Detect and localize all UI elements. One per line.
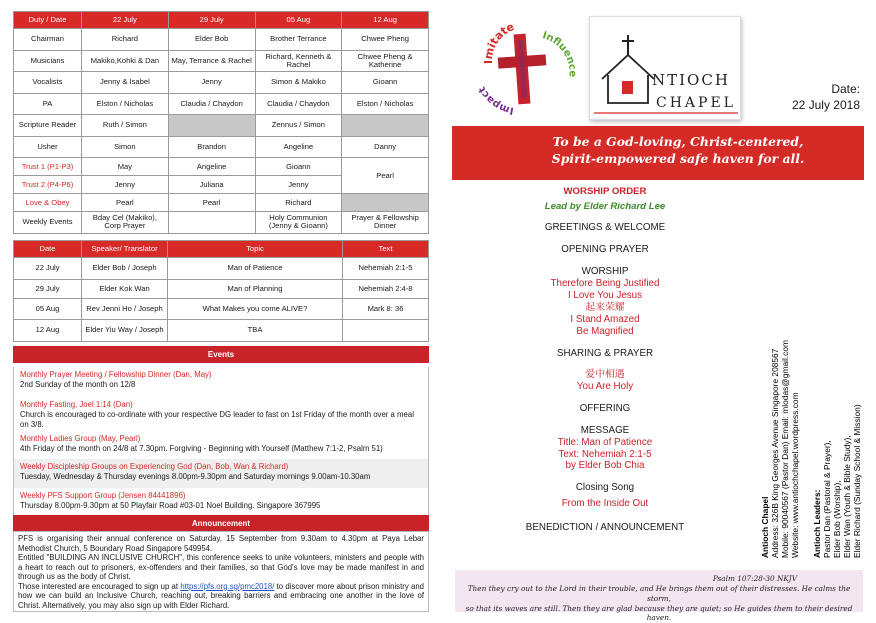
event-title: Monthly Prayer Meeting / Fellowship Dinner (Dan, May) xyxy=(20,370,212,379)
song-title: I Love You Jesus xyxy=(567,290,643,302)
song-title: Be Magnified xyxy=(576,325,634,337)
roster-cell: Juliana xyxy=(168,176,255,194)
schedule-header: Topic xyxy=(168,241,343,258)
roster-cell: Claudia / Chaydon xyxy=(168,93,255,115)
logo-word-right: Influence xyxy=(541,30,578,78)
duty-label: Scripture Reader xyxy=(14,115,82,137)
duty-label: Weekly Events xyxy=(14,212,82,234)
schedule-speaker: Elder Yiu Way / Joseph xyxy=(82,320,168,342)
leader-line: Elder Wan (Youth & Bible Study), xyxy=(842,435,852,558)
schedule-speaker: Rev Jenni Ho / Joseph xyxy=(82,298,168,320)
roster-header: 12 Aug xyxy=(342,12,429,29)
signup-link[interactable]: https://pfs.org.sg/pmc2018/ xyxy=(180,581,275,591)
schedule-text xyxy=(343,320,429,342)
announcement-heading: Announcement xyxy=(13,515,429,532)
antioch-chapel-logo xyxy=(589,16,741,120)
event-body: Church is encouraged to co-ordinate with your respective DG leader to fast on 1st Friday of the month over a meal on 3/8. xyxy=(20,409,414,429)
order-item: MESSAGE xyxy=(580,424,630,436)
announcement-text: Those interested are encouraged to sign up at xyxy=(18,581,181,591)
roster-header: 29 July xyxy=(168,12,255,29)
schedule-date: 29 July xyxy=(14,279,82,298)
roster-cell: Ruth / Simon xyxy=(82,115,169,137)
duty-label: Musicians xyxy=(14,50,82,72)
sermon-schedule-table xyxy=(13,240,429,342)
order-item: GREETINGS & WELCOME xyxy=(544,222,666,234)
table-row xyxy=(14,93,429,115)
date-block xyxy=(760,82,860,113)
schedule-date: 12 Aug xyxy=(14,320,82,342)
roster-cell: Simon & Makiko xyxy=(255,72,342,94)
event-body: 2nd Sunday of the month on 12/8 xyxy=(20,379,136,389)
table-row xyxy=(14,72,429,94)
schedule-date: 22 July xyxy=(14,258,82,280)
roster-cell: Jenny xyxy=(255,176,342,194)
message-text: Text: Nehemiah 2:1-5 xyxy=(558,448,652,460)
roster-cell: Elston / Nicholas xyxy=(342,93,429,115)
roster-header: 22 July xyxy=(82,12,169,29)
roster-cell-empty xyxy=(168,115,255,137)
roster-header: 05 Aug xyxy=(255,12,342,29)
table-row xyxy=(14,194,429,212)
duty-label: Usher xyxy=(14,136,82,158)
church-name: Antioch Chapel xyxy=(760,496,770,558)
order-item: SHARING & PRAYER xyxy=(556,347,654,359)
logo-line1: NTIOCH xyxy=(652,71,730,89)
mission-line: Spirit-empowered safe haven for all. xyxy=(551,151,805,167)
roster-cell: Elder Bob xyxy=(168,29,255,51)
song-title: Therefore Being Justified xyxy=(550,278,660,290)
message-speaker: by Elder Bob Chia xyxy=(565,460,645,472)
worship-order xyxy=(460,180,750,565)
roster-cell: Jenny & Isabel xyxy=(82,72,169,94)
schedule-topic: Man of Patience xyxy=(168,258,343,280)
roster-cell: Holy Communion (Jenny & Gioann) xyxy=(255,212,342,234)
event-item xyxy=(13,459,429,488)
table-row xyxy=(14,212,429,234)
event-title: Monthly Ladies Group (May, Pearl) xyxy=(20,434,141,443)
song-title: 爱中相遇 xyxy=(585,368,625,380)
roster-cell: Zennus / Simon xyxy=(255,115,342,137)
roster-cell: Richard xyxy=(82,29,169,51)
roster-cell: May, Terrance & Rachel xyxy=(168,50,255,72)
date-label: Date: xyxy=(831,82,860,96)
event-item xyxy=(13,488,429,515)
leader-line: Elder Bob (Worship), xyxy=(832,480,842,558)
event-item xyxy=(13,367,429,397)
message-title: Title: Man of Patience xyxy=(557,436,653,448)
chapel-icon xyxy=(590,17,742,121)
schedule-speaker: Elder Kok Wan xyxy=(82,279,168,298)
announcement-body xyxy=(13,531,429,612)
roster-cell: Jenny xyxy=(168,72,255,94)
order-item: WORSHIP xyxy=(581,266,629,278)
church-mobile: Mobile: 90040567 (Pastor Dan) Email: mlodas@gmail.com xyxy=(780,340,790,558)
song-title: You Are Holy xyxy=(576,380,634,392)
order-item: OPENING PRAYER xyxy=(561,244,649,256)
roster-cell: Danny xyxy=(342,136,429,158)
church-address: Address: 326B King Georges Avenue Singapore 208567 xyxy=(770,348,780,558)
roster-cell: Gioann xyxy=(255,158,342,176)
logo-word-left: Impact xyxy=(476,84,515,116)
verse-reference: Psalm 107:28-30 NKJV xyxy=(712,574,797,583)
announcement-paragraph xyxy=(18,582,424,611)
announcement-paragraph: Entitled "BUILDING AN INCLUSIVE CHURCH", this conference seeks to unite volunteers, ministers and people with a heart to reach out to prisoners, ex-offenders and their families, so that God's love may be made manifest in and through us as the body of Christ. xyxy=(18,553,424,581)
schedule-header: Text xyxy=(343,241,429,258)
table-row xyxy=(14,115,429,137)
roster-cell: Pearl xyxy=(82,194,169,212)
roster-cell: Makiko,Kohki & Dan xyxy=(82,50,169,72)
roster-cell: Gioann xyxy=(342,72,429,94)
roster-cell: Jenny xyxy=(82,176,169,194)
schedule-date: 05 Aug xyxy=(14,298,82,320)
roster-cell-empty xyxy=(342,115,429,137)
schedule-header: Speaker/ Translator xyxy=(82,241,168,258)
roster-cell: Chwee Pheng & Katherine xyxy=(342,50,429,72)
schedule-text: Mark 8: 36 xyxy=(343,298,429,320)
schedule-topic: TBA xyxy=(168,320,343,342)
roster-cell xyxy=(168,212,255,234)
verse-line: Then they cry out to the Lord in their trouble, and He brings them out of their distresses. He calms the storm, xyxy=(467,583,851,603)
event-body: 4th Friday of the month on 24/8 at 7.30pm. Forgiving - Beginning with Yourself (Matthew 7:1-2, Psalm 51) xyxy=(20,443,383,453)
event-body: Tuesday, Wednesday & Thursday evenings 8.00pm-9.30pm and Saturday mornings 9.00am-10.30am xyxy=(20,471,371,481)
schedule-speaker: Elder Bob / Joseph xyxy=(82,258,168,280)
roster-cell: Bday Cel (Makiko), Corp Prayer xyxy=(82,212,169,234)
table-row xyxy=(14,320,429,342)
schedule-topic: Man of Planning xyxy=(168,279,343,298)
song-title: I Stand Amazed xyxy=(570,314,640,326)
schedule-topic: What Makes you come ALIVE? xyxy=(168,298,343,320)
table-row xyxy=(14,279,429,298)
duty-label: Chairman xyxy=(14,29,82,51)
roster-cell: Prayer & Fellowship Dinner xyxy=(342,212,429,234)
scripture-verse xyxy=(455,570,863,623)
event-title: Monthly Fasting, Joel 1:14 (Dan) xyxy=(20,400,133,409)
schedule-text: Nehemiah 2:4-8 xyxy=(343,279,429,298)
event-item xyxy=(13,431,429,459)
roster-cell: Pearl xyxy=(168,194,255,212)
table-row xyxy=(14,50,429,72)
roster-cell: Simon xyxy=(82,136,169,158)
schedule-text: Nehemiah 2:1-5 xyxy=(343,258,429,280)
leaders-title: Antioch Leaders: xyxy=(812,489,822,558)
announcement-text: to discover more about prison ministry and how we can build an Inclusive Church, reaching out, breaking barriers and embracing one another in the love of Christ. Alternatively, you may also sign up with Elder Richard. xyxy=(18,581,424,610)
duty-label: Trust 2 (P4-P6) xyxy=(14,176,82,194)
roster-cell: Angeline xyxy=(255,136,342,158)
leader-line: Pastor Dan (Pastoral & Prayer), xyxy=(822,440,832,558)
worship-leader: Lead by Elder Richard Lee xyxy=(544,200,666,212)
duty-label: Vocalists xyxy=(14,72,82,94)
roster-cell: Brandon xyxy=(168,136,255,158)
event-item xyxy=(13,397,429,431)
duty-roster-table xyxy=(13,11,429,234)
roster-cell-empty xyxy=(342,194,429,212)
verse-line: so that its waves are still. Then they are glad because they are quiet; so He guides them to their desired haven. xyxy=(465,603,853,623)
table-row xyxy=(14,258,429,280)
roster-cell: Angeline xyxy=(168,158,255,176)
church-website: Website: www.antiochchapel.wordpress.com xyxy=(790,392,800,558)
worship-order-title: WORSHIP ORDER xyxy=(563,186,647,197)
table-row xyxy=(14,158,429,176)
roster-cell: May xyxy=(82,158,169,176)
roster-cell: Brother Terrance xyxy=(255,29,342,51)
table-row xyxy=(14,298,429,320)
table-row xyxy=(14,29,429,51)
announcement-paragraph: PFS is organising their annual conference on Saturday, 15 September from 9.30am to 4.30pm at Paya Lebar Methodist Church, 5 Boundary Road Singapore 549954. xyxy=(18,534,424,553)
leader-line: Elder Richard (Sunday School & Mission) xyxy=(852,404,862,558)
logo-line2: CHAPEL xyxy=(656,95,736,111)
order-item: BENEDICTION / ANNOUNCEMENT xyxy=(525,522,685,534)
event-title: Weekly Discipleship Groups on Experiencing God (Dan, Bob, Wan & Richard) xyxy=(20,462,289,471)
duty-label: Trust 1 (P1-P3) xyxy=(14,158,82,176)
duty-label: Love & Obey xyxy=(14,194,82,212)
event-title: Weekly PFS Support Group (Jensen 84441896) xyxy=(20,491,186,500)
mission-line: To be a God-loving, Christ-centered, xyxy=(552,134,804,149)
order-item: Closing Song xyxy=(575,482,635,494)
roster-cell: Claudia / Chaydon xyxy=(255,93,342,115)
roster-cell: Richard xyxy=(255,194,342,212)
mission-banner xyxy=(452,126,864,180)
imitate-influence-impact-logo xyxy=(470,16,580,116)
roster-cell: Chwee Pheng xyxy=(342,29,429,51)
logo-word-top: Imitate xyxy=(481,19,517,65)
date-value: 22 July 2018 xyxy=(791,97,860,112)
church-info-vertical xyxy=(752,228,862,558)
song-title: From the Inside Out xyxy=(561,498,649,510)
song-title: 起来荣耀 xyxy=(585,302,625,314)
events-heading: Events xyxy=(13,346,429,363)
roster-cell: Pearl xyxy=(342,158,429,194)
roster-cell: Richard, Kenneth & Rachel xyxy=(255,50,342,72)
roster-cell: Elston / Nicholas xyxy=(82,93,169,115)
table-row xyxy=(14,136,429,158)
event-body: Thursday 8.00pm-9.30pm at 50 Playfair Road #03-01 Noel Building. Singapore 367995 xyxy=(20,500,321,510)
cross-icon xyxy=(498,34,547,105)
duty-label: PA xyxy=(14,93,82,115)
order-item: OFFERING xyxy=(579,402,631,414)
roster-header: Duty / Date xyxy=(14,12,82,29)
schedule-header: Date xyxy=(14,241,82,258)
